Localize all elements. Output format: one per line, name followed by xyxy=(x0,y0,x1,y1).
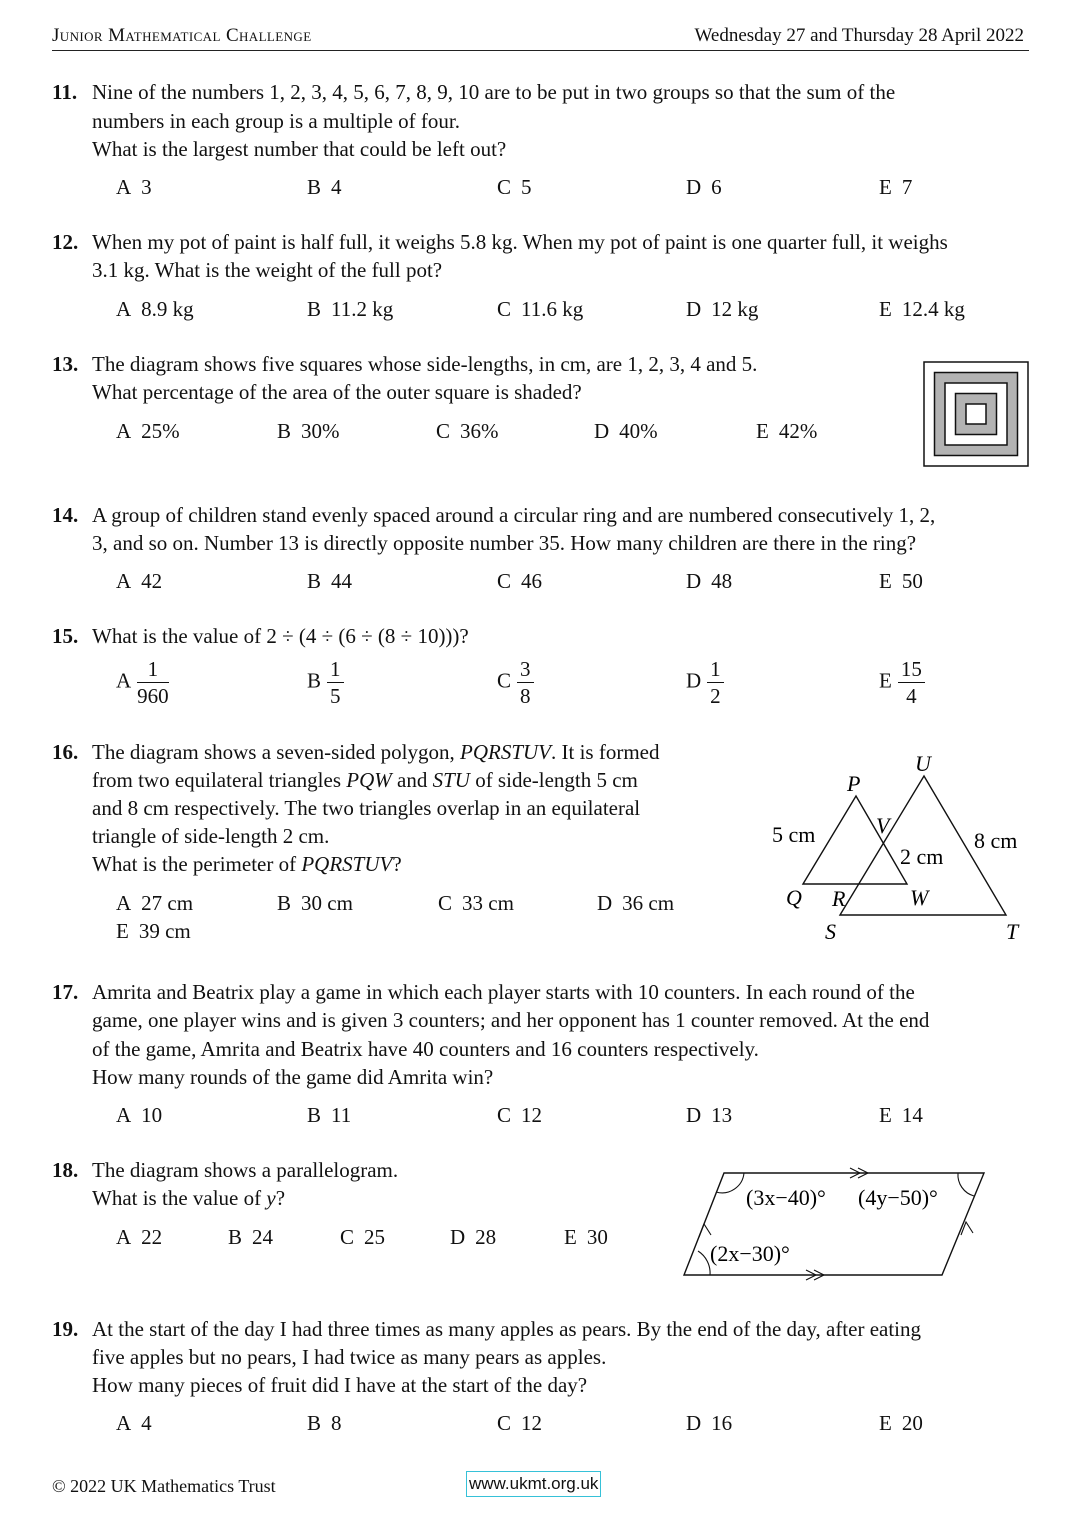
option-letter: B xyxy=(277,891,292,915)
polygon-name: PQRSTUV xyxy=(301,852,393,876)
option-value: 36% xyxy=(460,419,499,443)
option-e[interactable] xyxy=(116,917,191,945)
option-letter: C xyxy=(497,297,512,321)
option-value: 3 xyxy=(141,175,152,199)
option-a[interactable] xyxy=(116,1223,162,1251)
question-text-line xyxy=(92,1184,285,1212)
question-text-line xyxy=(92,738,660,766)
option-b[interactable] xyxy=(307,173,342,201)
option-a[interactable] xyxy=(116,173,152,201)
option-letter: C xyxy=(340,1225,355,1249)
option-value: 42 xyxy=(141,569,163,593)
text-fragment: ? xyxy=(275,1186,286,1210)
option-b[interactable] xyxy=(307,295,393,323)
option-value: 25% xyxy=(141,419,180,443)
option-fraction xyxy=(137,656,169,709)
option-letter: C xyxy=(497,1103,512,1127)
option-value: 12 kg xyxy=(711,297,759,321)
question-number: 12. xyxy=(52,230,79,254)
angle-label: (3x−40)° xyxy=(746,1185,826,1210)
option-letter: A xyxy=(116,1103,132,1127)
option-value: 44 xyxy=(331,569,353,593)
option-value: 48 xyxy=(711,569,733,593)
option-value: 13 xyxy=(711,1103,733,1127)
option-d[interactable] xyxy=(597,889,674,917)
length-2cm: 2 cm xyxy=(900,844,944,869)
option-value: 24 xyxy=(252,1225,274,1249)
triangle-name: PQW xyxy=(346,768,392,792)
question-text-line: Nine of the numbers 1, 2, 3, 4, 5, 6, 7, 8, 9, 10 are to be put in two groups so that the sum of the xyxy=(92,80,896,104)
polygon-diagram xyxy=(760,740,1040,950)
option-letter: C xyxy=(497,668,512,693)
option-letter: A xyxy=(116,891,132,915)
website-link[interactable]: www.ukmt.org.uk xyxy=(466,1471,601,1497)
option-value: 36 cm xyxy=(622,891,675,915)
option-b[interactable] xyxy=(277,889,353,917)
question-number: 14. xyxy=(52,503,79,527)
text-fragment: What is the value of xyxy=(92,1186,267,1210)
triangle-name: STU xyxy=(432,768,470,792)
option-value: 4 xyxy=(141,1411,152,1435)
option-d[interactable] xyxy=(686,295,758,323)
option-letter: D xyxy=(686,1411,702,1435)
option-letter: D xyxy=(686,569,702,593)
option-c[interactable] xyxy=(438,889,514,917)
option-letter: A xyxy=(116,668,132,693)
option-letter: A xyxy=(116,297,132,321)
option-letter: D xyxy=(597,891,613,915)
label-v: V xyxy=(876,813,890,838)
option-value: 28 xyxy=(475,1225,497,1249)
option-value: 4 xyxy=(331,175,342,199)
option-value: 12 xyxy=(521,1103,543,1127)
question-number: 16. xyxy=(52,740,79,764)
question-number: 17. xyxy=(52,980,79,1004)
text-fragment: from two equilateral triangles xyxy=(92,768,347,792)
question-text-line: A group of children stand evenly spaced around a circular ring and are numbered consecutively 1, 2, xyxy=(92,503,936,527)
option-letter: E xyxy=(879,1411,892,1435)
label-w: W xyxy=(910,885,929,910)
option-e[interactable] xyxy=(756,417,817,445)
question-text-line: and 8 cm respectively. The two triangles overlap in an equilateral xyxy=(92,796,641,820)
fraction-numerator: 3 xyxy=(517,656,534,683)
option-c[interactable] xyxy=(497,1409,542,1437)
header-date: Wednesday 27 and Thursday 28 April 2022 xyxy=(694,25,1024,46)
option-letter: E xyxy=(879,297,892,321)
option-letter: D xyxy=(686,1103,702,1127)
label-t: T xyxy=(1006,919,1019,944)
option-letter: B xyxy=(228,1225,243,1249)
fraction-denominator: 960 xyxy=(137,684,169,708)
triangle-pqw xyxy=(803,796,907,884)
text-fragment: and xyxy=(391,768,433,792)
option-b[interactable] xyxy=(228,1223,273,1251)
option-value: 33 cm xyxy=(462,891,514,915)
option-value: 42% xyxy=(778,419,818,443)
option-c[interactable] xyxy=(497,567,542,595)
angle-arc-icon xyxy=(698,1251,710,1275)
square-side-1 xyxy=(966,404,986,424)
option-letter: E xyxy=(879,668,892,693)
option-fraction xyxy=(898,656,925,709)
option-letter: A xyxy=(116,175,132,199)
question-text-line: What is the largest number that could be left out? xyxy=(92,137,507,161)
option-d[interactable] xyxy=(686,1101,732,1129)
variable-name: y xyxy=(266,1186,276,1210)
option-letter: D xyxy=(686,175,702,199)
option-letter: A xyxy=(116,1225,132,1249)
option-letter: B xyxy=(307,297,322,321)
option-b[interactable] xyxy=(307,567,352,595)
option-value: 12.4 kg xyxy=(901,297,965,321)
question-number: 13. xyxy=(52,352,79,376)
question-number: 18. xyxy=(52,1158,79,1182)
fraction-numerator: 1 xyxy=(137,656,169,683)
question-text-line: numbers in each group is a multiple of four. xyxy=(92,109,461,133)
option-letter: D xyxy=(594,419,610,443)
option-letter: D xyxy=(686,668,702,693)
option-a[interactable] xyxy=(116,567,162,595)
option-letter: B xyxy=(307,175,322,199)
angle-label: (4y−50)° xyxy=(858,1185,938,1210)
option-letter: E xyxy=(564,1225,577,1249)
header-divider xyxy=(52,50,1029,51)
option-letter: B xyxy=(307,668,322,693)
option-letter: E xyxy=(116,919,129,943)
option-letter: B xyxy=(277,419,292,443)
option-a[interactable] xyxy=(116,656,169,709)
option-letter: C xyxy=(497,569,512,593)
option-e[interactable] xyxy=(879,295,965,323)
option-value: 39 cm xyxy=(138,919,191,943)
option-e[interactable] xyxy=(564,1223,608,1251)
length-8cm: 8 cm xyxy=(974,828,1018,853)
option-c[interactable] xyxy=(340,1223,385,1251)
label-q: Q xyxy=(786,885,802,910)
text-fragment: The diagram shows a seven-sided polygon, xyxy=(92,740,461,764)
copyright-notice: © 2022 UK Mathematics Trust xyxy=(52,1476,276,1496)
text-fragment: . It is formed xyxy=(551,740,660,764)
option-letter: D xyxy=(686,297,702,321)
option-d[interactable] xyxy=(594,417,658,445)
length-5cm: 5 cm xyxy=(772,822,816,847)
option-letter: C xyxy=(497,1411,512,1435)
question-number: 11. xyxy=(52,80,78,104)
option-e[interactable] xyxy=(879,173,912,201)
question-text-line: What is the value of 2 ÷ (4 ÷ (6 ÷ (8 ÷ 10)))? xyxy=(92,624,469,648)
option-letter: B xyxy=(307,1103,322,1127)
polygon-name: PQRSTUV xyxy=(460,740,552,764)
option-letter: C xyxy=(436,419,451,443)
header-title: Junior Mathematical Challenge xyxy=(52,25,312,46)
option-b[interactable] xyxy=(307,1409,342,1437)
option-value: 25 xyxy=(364,1225,386,1249)
question-text-line: When my pot of paint is half full, it weighs 5.8 kg. When my pot of paint is one quarter full, it weighs xyxy=(92,230,948,254)
option-letter: A xyxy=(116,569,132,593)
option-value: 11 xyxy=(331,1103,352,1127)
option-value: 14 xyxy=(901,1103,923,1127)
label-s: S xyxy=(825,919,836,944)
option-d[interactable] xyxy=(686,567,732,595)
option-letter: C xyxy=(497,175,512,199)
option-value: 20 xyxy=(901,1411,923,1435)
question-text-line xyxy=(92,850,402,878)
option-b[interactable] xyxy=(277,417,340,445)
option-value: 11.2 kg xyxy=(331,297,394,321)
question-text-line: 3.1 kg. What is the weight of the full pot? xyxy=(92,258,443,282)
option-c[interactable] xyxy=(497,173,532,201)
option-letter: E xyxy=(879,175,892,199)
text-fragment: ? xyxy=(392,852,402,876)
option-value: 30 xyxy=(586,1225,608,1249)
question-text-line: game, one player wins and is given 3 counters; and her opponent has 1 counter removed. At the end xyxy=(92,1008,930,1032)
option-d[interactable] xyxy=(450,1223,496,1251)
option-fraction xyxy=(517,656,534,709)
question-number: 19. xyxy=(52,1317,79,1341)
question-text-line: triangle of side-length 2 cm. xyxy=(92,824,330,848)
option-e[interactable] xyxy=(879,1409,923,1437)
text-fragment: of side-length 5 cm xyxy=(469,768,638,792)
option-value: 30% xyxy=(301,419,340,443)
option-letter: C xyxy=(438,891,453,915)
label-p: P xyxy=(847,771,861,796)
question-text-line: The diagram shows five squares whose side-lengths, in cm, are 1, 2, 3, 4 and 5. xyxy=(92,352,758,376)
fraction-denominator: 2 xyxy=(710,684,721,708)
option-value: 12 xyxy=(521,1411,543,1435)
option-value: 10 xyxy=(141,1103,163,1127)
option-c[interactable] xyxy=(497,1101,542,1129)
option-c[interactable] xyxy=(497,295,583,323)
question-text-line: Amrita and Beatrix play a game in which each player starts with 10 counters. In each round of the xyxy=(92,980,915,1004)
option-letter: E xyxy=(756,419,769,443)
question-text-line xyxy=(92,766,638,794)
fraction-denominator: 4 xyxy=(906,684,917,708)
option-value: 50 xyxy=(901,569,923,593)
option-letter: B xyxy=(307,1411,322,1435)
question-text-line: At the start of the day I had three times as many apples as pears. By the end of the day, after eating xyxy=(92,1317,922,1341)
option-a[interactable] xyxy=(116,1409,152,1437)
option-c[interactable] xyxy=(436,417,499,445)
question-text-line: What percentage of the area of the outer square is shaded? xyxy=(92,380,582,404)
fraction-numerator: 1 xyxy=(327,656,344,683)
option-c[interactable] xyxy=(497,656,534,709)
option-letter: B xyxy=(307,569,322,593)
option-value: 5 xyxy=(521,175,532,199)
option-b[interactable] xyxy=(307,1101,351,1129)
question-text-line: of the game, Amrita and Beatrix have 40 counters and 16 counters respectively. xyxy=(92,1037,759,1061)
option-a[interactable] xyxy=(116,1101,162,1129)
option-a[interactable] xyxy=(116,295,194,323)
fraction-numerator: 15 xyxy=(898,656,925,683)
option-value: 16 xyxy=(711,1411,733,1435)
angle-arc-icon xyxy=(958,1173,974,1196)
option-value: 40% xyxy=(619,419,658,443)
option-value: 7 xyxy=(901,175,913,199)
option-fraction xyxy=(707,656,724,709)
option-value: 46 xyxy=(521,569,543,593)
option-value: 11.6 kg xyxy=(521,297,584,321)
label-r: R xyxy=(832,886,846,911)
fraction-denominator: 5 xyxy=(330,684,341,708)
angle-label: (2x−30)° xyxy=(710,1241,790,1266)
fraction-denominator: 8 xyxy=(520,684,531,708)
parallelogram-diagram xyxy=(680,1165,1000,1285)
option-value: 30 cm xyxy=(301,891,353,915)
fraction-numerator: 1 xyxy=(707,656,724,683)
option-b[interactable] xyxy=(307,656,344,709)
option-d[interactable] xyxy=(686,656,724,709)
option-value: 27 cm xyxy=(141,891,194,915)
option-e[interactable] xyxy=(879,567,923,595)
option-letter: E xyxy=(879,569,892,593)
question-text-line: How many rounds of the game did Amrita win? xyxy=(92,1065,494,1089)
label-u: U xyxy=(915,751,931,776)
question-text-line: five apples but no pears, I had twice as many pears as apples. xyxy=(92,1345,607,1369)
question-text-line: How many pieces of fruit did I have at the start of the day? xyxy=(92,1373,588,1397)
option-a[interactable] xyxy=(116,889,193,917)
option-e[interactable] xyxy=(879,656,925,709)
nested-squares-diagram xyxy=(923,361,1029,467)
option-e[interactable] xyxy=(879,1101,923,1129)
option-value: 8.9 kg xyxy=(141,297,194,321)
option-a[interactable] xyxy=(116,417,180,445)
question-text-line: 3, and so on. Number 13 is directly opposite number 35. How many children are there in the ring? xyxy=(92,531,917,555)
option-letter: A xyxy=(116,419,132,443)
option-value: 8 xyxy=(331,1411,342,1435)
option-fraction xyxy=(327,656,344,709)
option-value: 22 xyxy=(141,1225,163,1249)
option-d[interactable] xyxy=(686,1409,732,1437)
option-d[interactable] xyxy=(686,173,722,201)
option-letter: D xyxy=(450,1225,466,1249)
question-number: 15. xyxy=(52,624,79,648)
option-letter: E xyxy=(879,1103,892,1127)
option-letter: A xyxy=(116,1411,132,1435)
option-value: 6 xyxy=(711,175,722,199)
text-fragment: What is the perimeter of xyxy=(92,852,302,876)
question-text-line: The diagram shows a parallelogram. xyxy=(92,1158,399,1182)
